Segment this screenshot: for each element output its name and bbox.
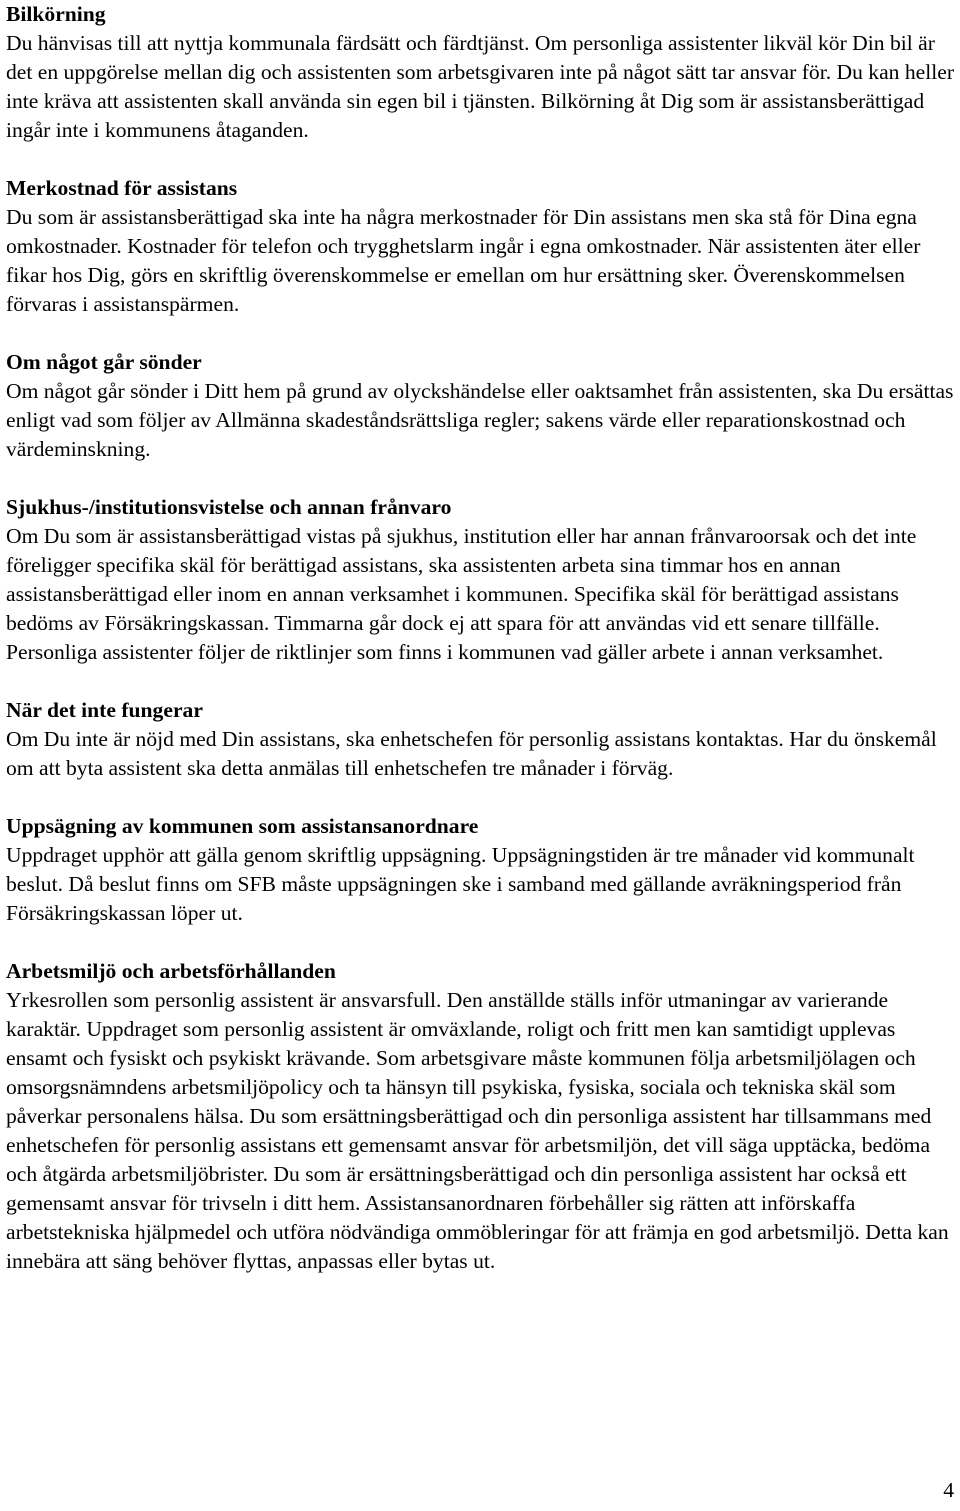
section-body: Yrkesrollen som personlig assistent är ansvarsfull. Den anställde ställs inför utmaningar av varierande karaktär. Uppdraget som personlig assistent är omväxlande, roligt och fritt men kan samtidigt upplevas ensamt och fysiskt och psykiskt krävande. Som arbetsgivare måste kommunen följa arbetsmiljölagen och omsorgsnämndens arbetsmiljöpolicy och ta hänsyn till psykiska, fysiska, sociala och tekniska skäl som påverkar personalens hälsa. Du som ersättningsberättigad och din personliga assistent har tillsammans med enhetschefen för personlig assistans ett gemensamt ansvar för arbetsmiljön, det vill säga upptäcka, bedöma och åtgärda arbetsmiljöbrister. Du som är ersättningsberättigad och din personliga assistent har också ett gemensamt ansvar för trivseln i ditt hem. Assistansanordnaren förbehåller sig rätten att införskaffa arbetstekniska hjälpmedel och utföra nödvändiga ommöbleringar för att främja en god arbetsmiljö. Detta kan innebära att säng behöver flyttas, anpassas eller bytas ut. [6,988,949,1273]
section-uppsagning [6,812,958,928]
section-heading: Sjukhus-/institutionsvistelse och annan frånvaro [6,495,452,519]
section-body: Du som är assistansberättigad ska inte ha några merkostnader för Din assistans men ska stå för Dina egna omkostnader. Kostnader för telefon och trygghetslarm ingår i egna omkostnader. När assistenten äter eller fikar hos Dig, görs en skriftlig överenskommelse er emellan om hur ersättning sker. Överenskommelsen förvaras i assistanspärmen. [6,205,921,316]
section-heading: Merkostnad för assistans [6,176,238,200]
section-sjukhus-franvaro [6,493,958,667]
section-heading: Bilkörning [6,2,106,26]
section-heading: Arbetsmiljö och arbetsförhållanden [6,959,336,983]
section-heading: När det inte fungerar [6,698,203,722]
section-body: Om något går sönder i Ditt hem på grund av olyckshändelse eller oaktsamhet från assistenten, ska Du ersättas enligt vad som följer av Allmänna skadeståndsrättsliga regler; sakens värde eller reparationskostnad och värdeminskning. [6,379,954,461]
document-page [6,0,958,1305]
section-heading: Uppsägning av kommunen som assistansanordnare [6,814,479,838]
section-body: Du hänvisas till att nyttja kommunala färdsätt och färdtjänst. Om personliga assistenter likväl kör Din bil är det en uppgörelse mellan dig och assistenten som arbetsgivaren inte på något sätt tar ansvar för. Du kan heller inte kräva att assistenten skall använda sin egen bil i tjänsten. Bilkörning åt Dig som är assistansberättigad ingår inte i kommunens åtaganden. [6,31,955,142]
section-heading: Om något går sönder [6,350,202,374]
section-body: Om Du inte är nöjd med Din assistans, ska enhetschefen för personlig assistans kontaktas. Har du önskemål om att byta assistent ska detta anmälas till enhetschefen tre månader i förväg. [6,727,937,780]
section-om-nagot-gar-sonder [6,348,958,464]
page-number: 4 [943,1478,954,1502]
section-arbetsmiljo [6,957,958,1276]
section-bilkorning [6,0,958,145]
section-nar-det-inte-fungerar [6,696,958,783]
section-body: Uppdraget upphör att gälla genom skriftlig uppsägning. Uppsägningstiden är tre månader vid kommunalt beslut. Då beslut finns om SFB måste uppsägningen ske i samband med gällande avräkningsperiod från Försäkringskassan löper ut. [6,843,915,925]
section-merkostnad [6,174,958,319]
section-body: Om Du som är assistansberättigad vistas på sjukhus, institution eller har annan frånvaroorsak och det inte föreligger specifika skäl för berättigad assistans, ska assistenten arbeta sina timmar hos en annan assistansberättigad eller inom en annan verksamhet i kommunen. Specifika skäl för berättigad assistans bedöms av Försäkringskassan. Timmarna går dock ej att spara för att användas vid ett senare tillfälle. Personliga assistenter följer de riktlinjer som finns i kommunen vad gäller arbete i annan verksamhet. [6,524,917,664]
